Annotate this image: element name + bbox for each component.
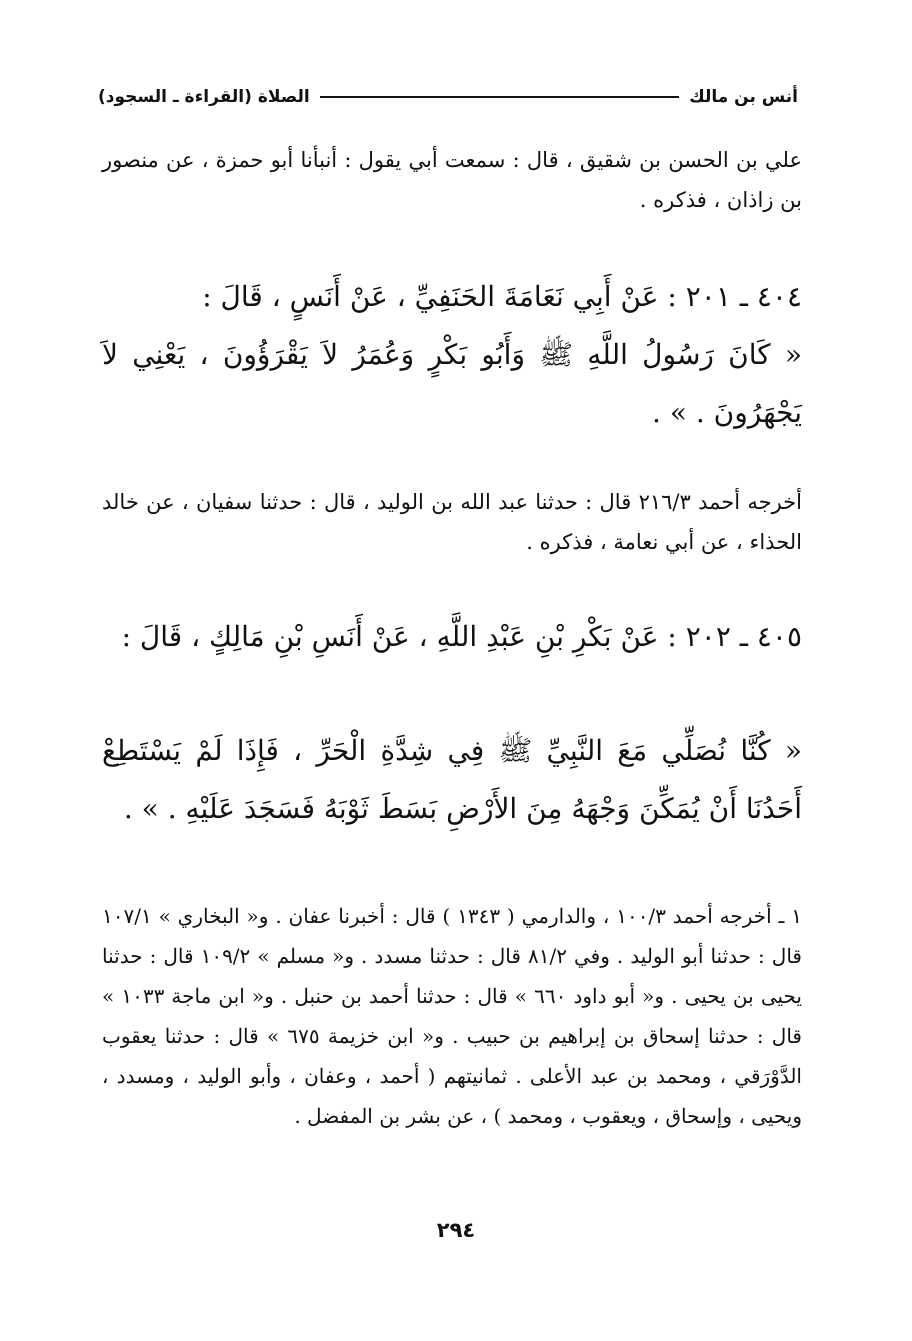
footnote: ١ ـ أخرجه أحمد ١٠٠/٣ ، والدارمي ( ١٣٤٣ ) قال : أخبرنا عفان . و« البخاري » ١٠٧/١ قال : حدثنا أبو الوليد . وفي ٨١/٢ قال : حدثنا مسدد . و« مسلم » ١٠٩/٢ قال : حدثنا يحيى بن يحيى . و« أبو داود ٦٦٠ » قال : حدثنا أحمد بن حنبل . و« ابن ماجة ١٠٣٣ » قال : حدثنا إسحاق بن إبراهيم بن حبيب . و« ابن خزيمة ٦٧٥ » قال : حدثنا يعقوب الدَّوْرَقي ، ومحمد بن عبد الأعلى . ثمانيتهم ( أحمد ، وعفان ، وأبو الوليد ، ومسدد ، ويحيى ، وإسحاق ، ويعقوب ، ومحمد ) ، عن بشر بن المفضل . bbox=[102, 904, 803, 1128]
takhrij-404: أخرجه أحمد ٢١٦/٣ قال : حدثنا عبد الله بن الوليد ، قال : حدثنا سفيان ، عن خالد الحذاء ، عن أبي نعامة ، فذكره . bbox=[102, 490, 802, 554]
header-rule bbox=[320, 96, 679, 98]
header-chapter-name: أنس بن مالك bbox=[689, 87, 798, 107]
hadith-405-heading: ٤٠٥ ـ ٢٠٢ : عَنْ بَكْرِ بْنِ عَبْدِ اللَّهِ ، عَنْ أَنَسِ بْنِ مَالِكٍ ، قَالَ : bbox=[121, 620, 802, 653]
intro-paragraph: علي بن الحسن بن شقيق ، قال : سمعت أبي يقول : أنبأنا أبو حمزة ، عن منصور بن زاذان ، فذكره . bbox=[102, 148, 802, 212]
page-number: ٢٩٤ bbox=[436, 1218, 476, 1242]
running-header bbox=[98, 84, 798, 110]
header-section-name: الصلاة (القراءة ـ السجود) bbox=[98, 87, 310, 107]
hadith-404-text: « كَانَ رَسُولُ اللَّهِ ﷺ وَأَبُو بَكْرٍ وَعُمَرُ لاَ يَقْرَؤُونَ ، يَعْنِي لاَ يَجْهَرُونَ . » . bbox=[102, 338, 802, 429]
hadith-405-text: « كُنَّا نُصَلِّي مَعَ النَّبِيِّ ﷺ فِي شِدَّةِ الْحَرِّ ، فَإِذَا لَمْ يَسْتَطِعْ أَحَدُنَا أَنْ يُمَكِّنَ وَجْهَهُ مِنَ الأَرْضِ بَسَطَ ثَوْبَهُ فَسَجَدَ عَلَيْهِ . » . bbox=[102, 734, 802, 825]
hadith-404-heading: ٤٠٤ ـ ٢٠١ : عَنْ أَبِي نَعَامَةَ الحَنَفِيِّ ، عَنْ أَنَسٍ ، قَالَ : bbox=[202, 280, 802, 313]
